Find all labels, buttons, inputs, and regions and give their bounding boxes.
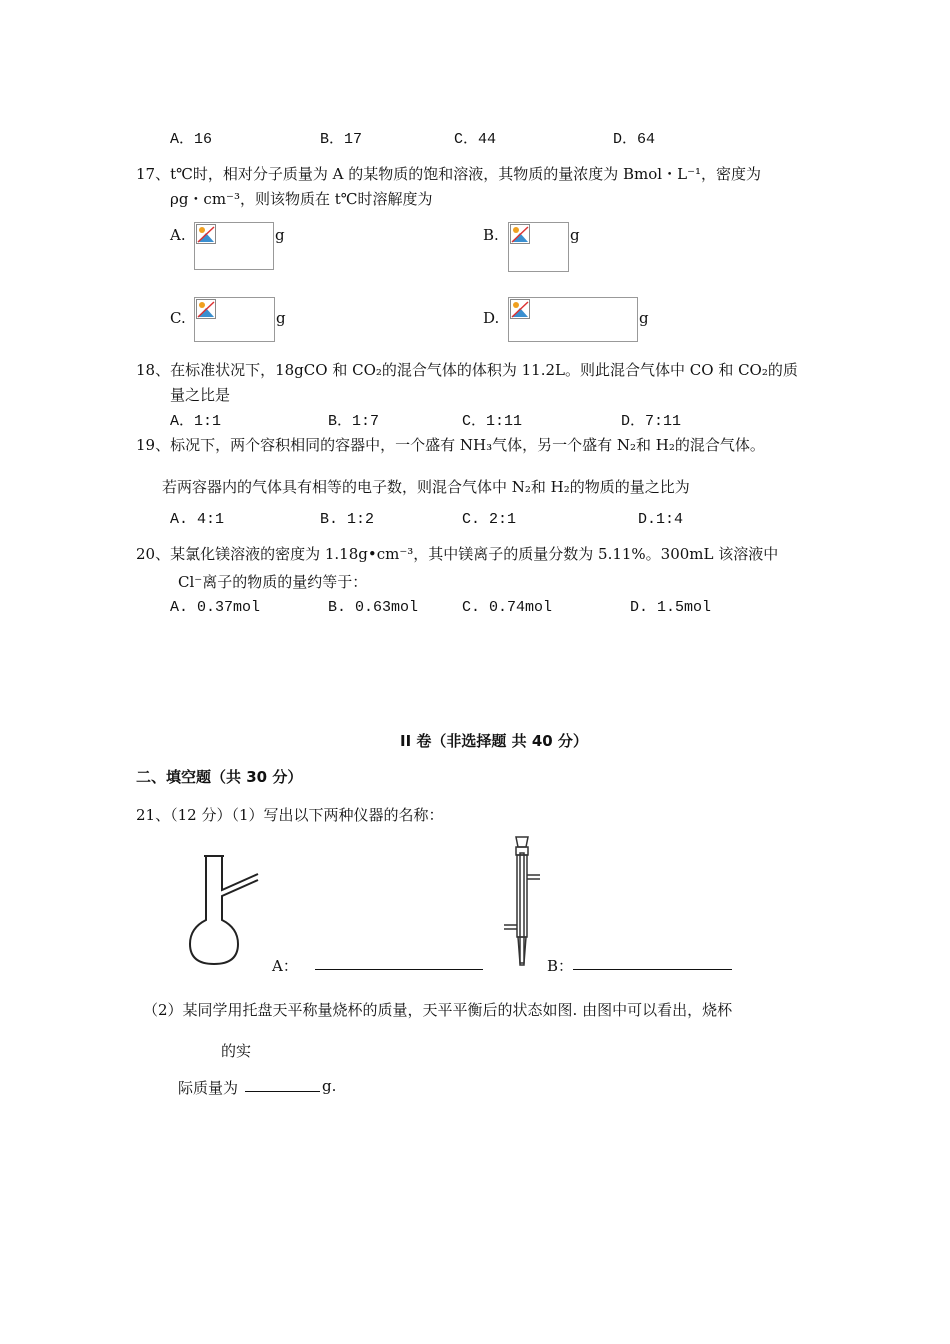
q18-stem-line1: 18、在标准状况下，18gCO 和 CO₂的混合气体的体积为 11.2L。则此混合气体中 CO 和 CO₂的质 bbox=[136, 361, 798, 379]
q19-option-a: A. 4:1 bbox=[170, 511, 225, 528]
q21-stem-line1: 21、（12 分）（1）写出以下两种仪器的名称： bbox=[136, 806, 444, 824]
q20-option-a: A. 0.37mol bbox=[170, 599, 261, 616]
q17-option-c-label: C. bbox=[170, 309, 186, 327]
q19-stem-line2: 若两容器内的气体具有相等的电子数，则混合气体中 N₂和 H₂的物质的量之比为 bbox=[162, 478, 690, 496]
q21-part2-line3-suffix: g. bbox=[322, 1077, 337, 1095]
q19-option-b: B. 1:2 bbox=[320, 511, 375, 528]
broken-image-icon bbox=[508, 297, 638, 342]
q20-option-c: C. 0.74mol bbox=[462, 599, 553, 616]
q18-option-b: B．1:7 bbox=[328, 413, 380, 430]
distillation-flask-image bbox=[184, 850, 264, 968]
q17-stem-line2: ρg・cm⁻³，则该物质在 t℃时溶解度为 bbox=[170, 190, 433, 208]
q17-unit-a: g bbox=[275, 226, 285, 244]
q16-option-d: D．64 bbox=[613, 131, 656, 148]
q17-unit-c: g bbox=[276, 309, 286, 327]
q17-option-b-label: B. bbox=[483, 226, 499, 244]
q21-label-b: B： bbox=[547, 957, 574, 975]
broken-image-icon bbox=[194, 222, 274, 270]
q17-unit-b: g bbox=[570, 226, 580, 244]
q20-option-d: D. 1.5mol bbox=[630, 599, 712, 616]
q18-option-d: D．7:11 bbox=[621, 413, 682, 430]
q18-stem-line2: 量之比是 bbox=[170, 386, 231, 404]
q21-part2-line1: （2）某同学用托盘天平称量烧杯的质量，天平平衡后的状态如图. 由图中可以看出，烧杯 bbox=[143, 1001, 733, 1019]
broken-image-icon bbox=[194, 297, 275, 342]
broken-image-icon bbox=[508, 222, 569, 272]
q19-option-c: C. 2:1 bbox=[462, 511, 517, 528]
section-heading: 二、填空题（共 30 分） bbox=[136, 768, 303, 786]
q19-option-d: D.1:4 bbox=[638, 511, 684, 528]
q18-option-c: C．1:11 bbox=[462, 413, 523, 430]
answer-blank-b[interactable] bbox=[573, 969, 732, 970]
q17-unit-d: g bbox=[639, 309, 649, 327]
q21-part2-line2: 的实 bbox=[221, 1042, 252, 1060]
q18-option-a: A．1:1 bbox=[170, 413, 222, 430]
q16-option-a: A．16 bbox=[170, 131, 213, 148]
q20-option-b: B. 0.63mol bbox=[328, 599, 419, 616]
q17-option-d-label: D. bbox=[483, 309, 500, 327]
q17-stem-line1: 17、t℃时，相对分子质量为 A 的某物质的饱和溶液，其物质的量浓度为 Bmol・L⁻¹，密度为 bbox=[136, 165, 762, 183]
answer-blank-mass[interactable] bbox=[245, 1091, 320, 1092]
section-title: II 卷（非选择题 共 40 分） bbox=[400, 732, 588, 750]
q16-option-b: B．17 bbox=[320, 131, 363, 148]
answer-blank-a[interactable] bbox=[315, 969, 483, 970]
q19-stem-line1: 19、标况下，两个容积相同的容器中，一个盛有 NH₃气体，另一个盛有 N₂和 H₂的混合气体。 bbox=[136, 436, 765, 454]
q16-option-c: C．44 bbox=[454, 131, 497, 148]
condenser-image bbox=[498, 835, 546, 970]
q20-stem-line2: Cl⁻离子的物质的量约等于： bbox=[178, 573, 368, 591]
q21-part2-line3-prefix: 际质量为 bbox=[178, 1079, 239, 1097]
q17-option-a-label: A. bbox=[170, 226, 186, 244]
q21-label-a: A： bbox=[272, 957, 298, 975]
q20-stem-line1: 20、某氯化镁溶液的密度为 1.18g•cm⁻³，其中镁离子的质量分数为 5.11%。300mL 该溶液中 bbox=[136, 545, 779, 563]
